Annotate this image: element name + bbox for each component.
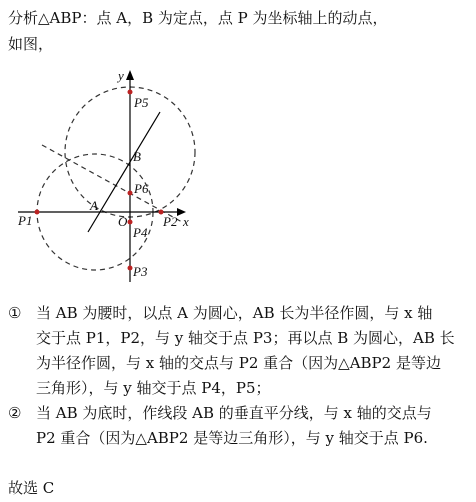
label-P6: P6: [134, 181, 149, 196]
point-P4: [128, 220, 133, 225]
item-2-line-1: 当 AB 为底时，作线段 AB 的垂直平分线，与 x 轴的交点与: [36, 404, 432, 422]
item-1-line-4: 三角形），与 y 轴交于点 P4，P5；: [36, 379, 271, 397]
item-2-marker: ②: [8, 404, 22, 422]
item-1-marker: ①: [8, 304, 22, 322]
conclusion: 故选 C: [8, 479, 55, 497]
intro-line-1: 分析△ABP：点 A，B 为定点，点 P 为坐标轴上的动点，: [8, 9, 388, 27]
point-P5: [128, 90, 133, 95]
label-P1: P1: [18, 213, 33, 228]
label-P5: P5: [134, 95, 149, 110]
label-y-axis: y: [118, 68, 124, 83]
label-P4: P4: [133, 225, 148, 240]
label-P3: P3: [133, 264, 148, 279]
point-P6: [128, 191, 133, 196]
item-2-line-2: P2 重合（因为△ABP2 是等边三角形），与 y 轴交于点 P6.: [36, 429, 428, 447]
label-B: B: [133, 149, 141, 164]
label-A: A: [90, 198, 98, 213]
item-1-line-3: 为半径作圆，与 x 轴的交点与 P2 重合（因为△ABP2 是等边: [36, 354, 441, 372]
point-P1: [35, 210, 40, 215]
label-origin: O: [118, 214, 128, 229]
label-P2: P2: [163, 214, 178, 229]
intro-line-2: 如图，: [8, 35, 54, 53]
y-axis-arrow-icon: [126, 70, 134, 80]
label-x-axis: x: [183, 214, 189, 229]
point-P3: [128, 266, 133, 271]
item-1-line-2: 交于点 P1，P2，与 y 轴交于点 P3；再以点 B 为圆心，AB 长: [36, 329, 455, 347]
item-1-line-1: 当 AB 为腰时，以点 A 为圆心，AB 长为半径作圆，与 x 轴: [36, 304, 433, 322]
